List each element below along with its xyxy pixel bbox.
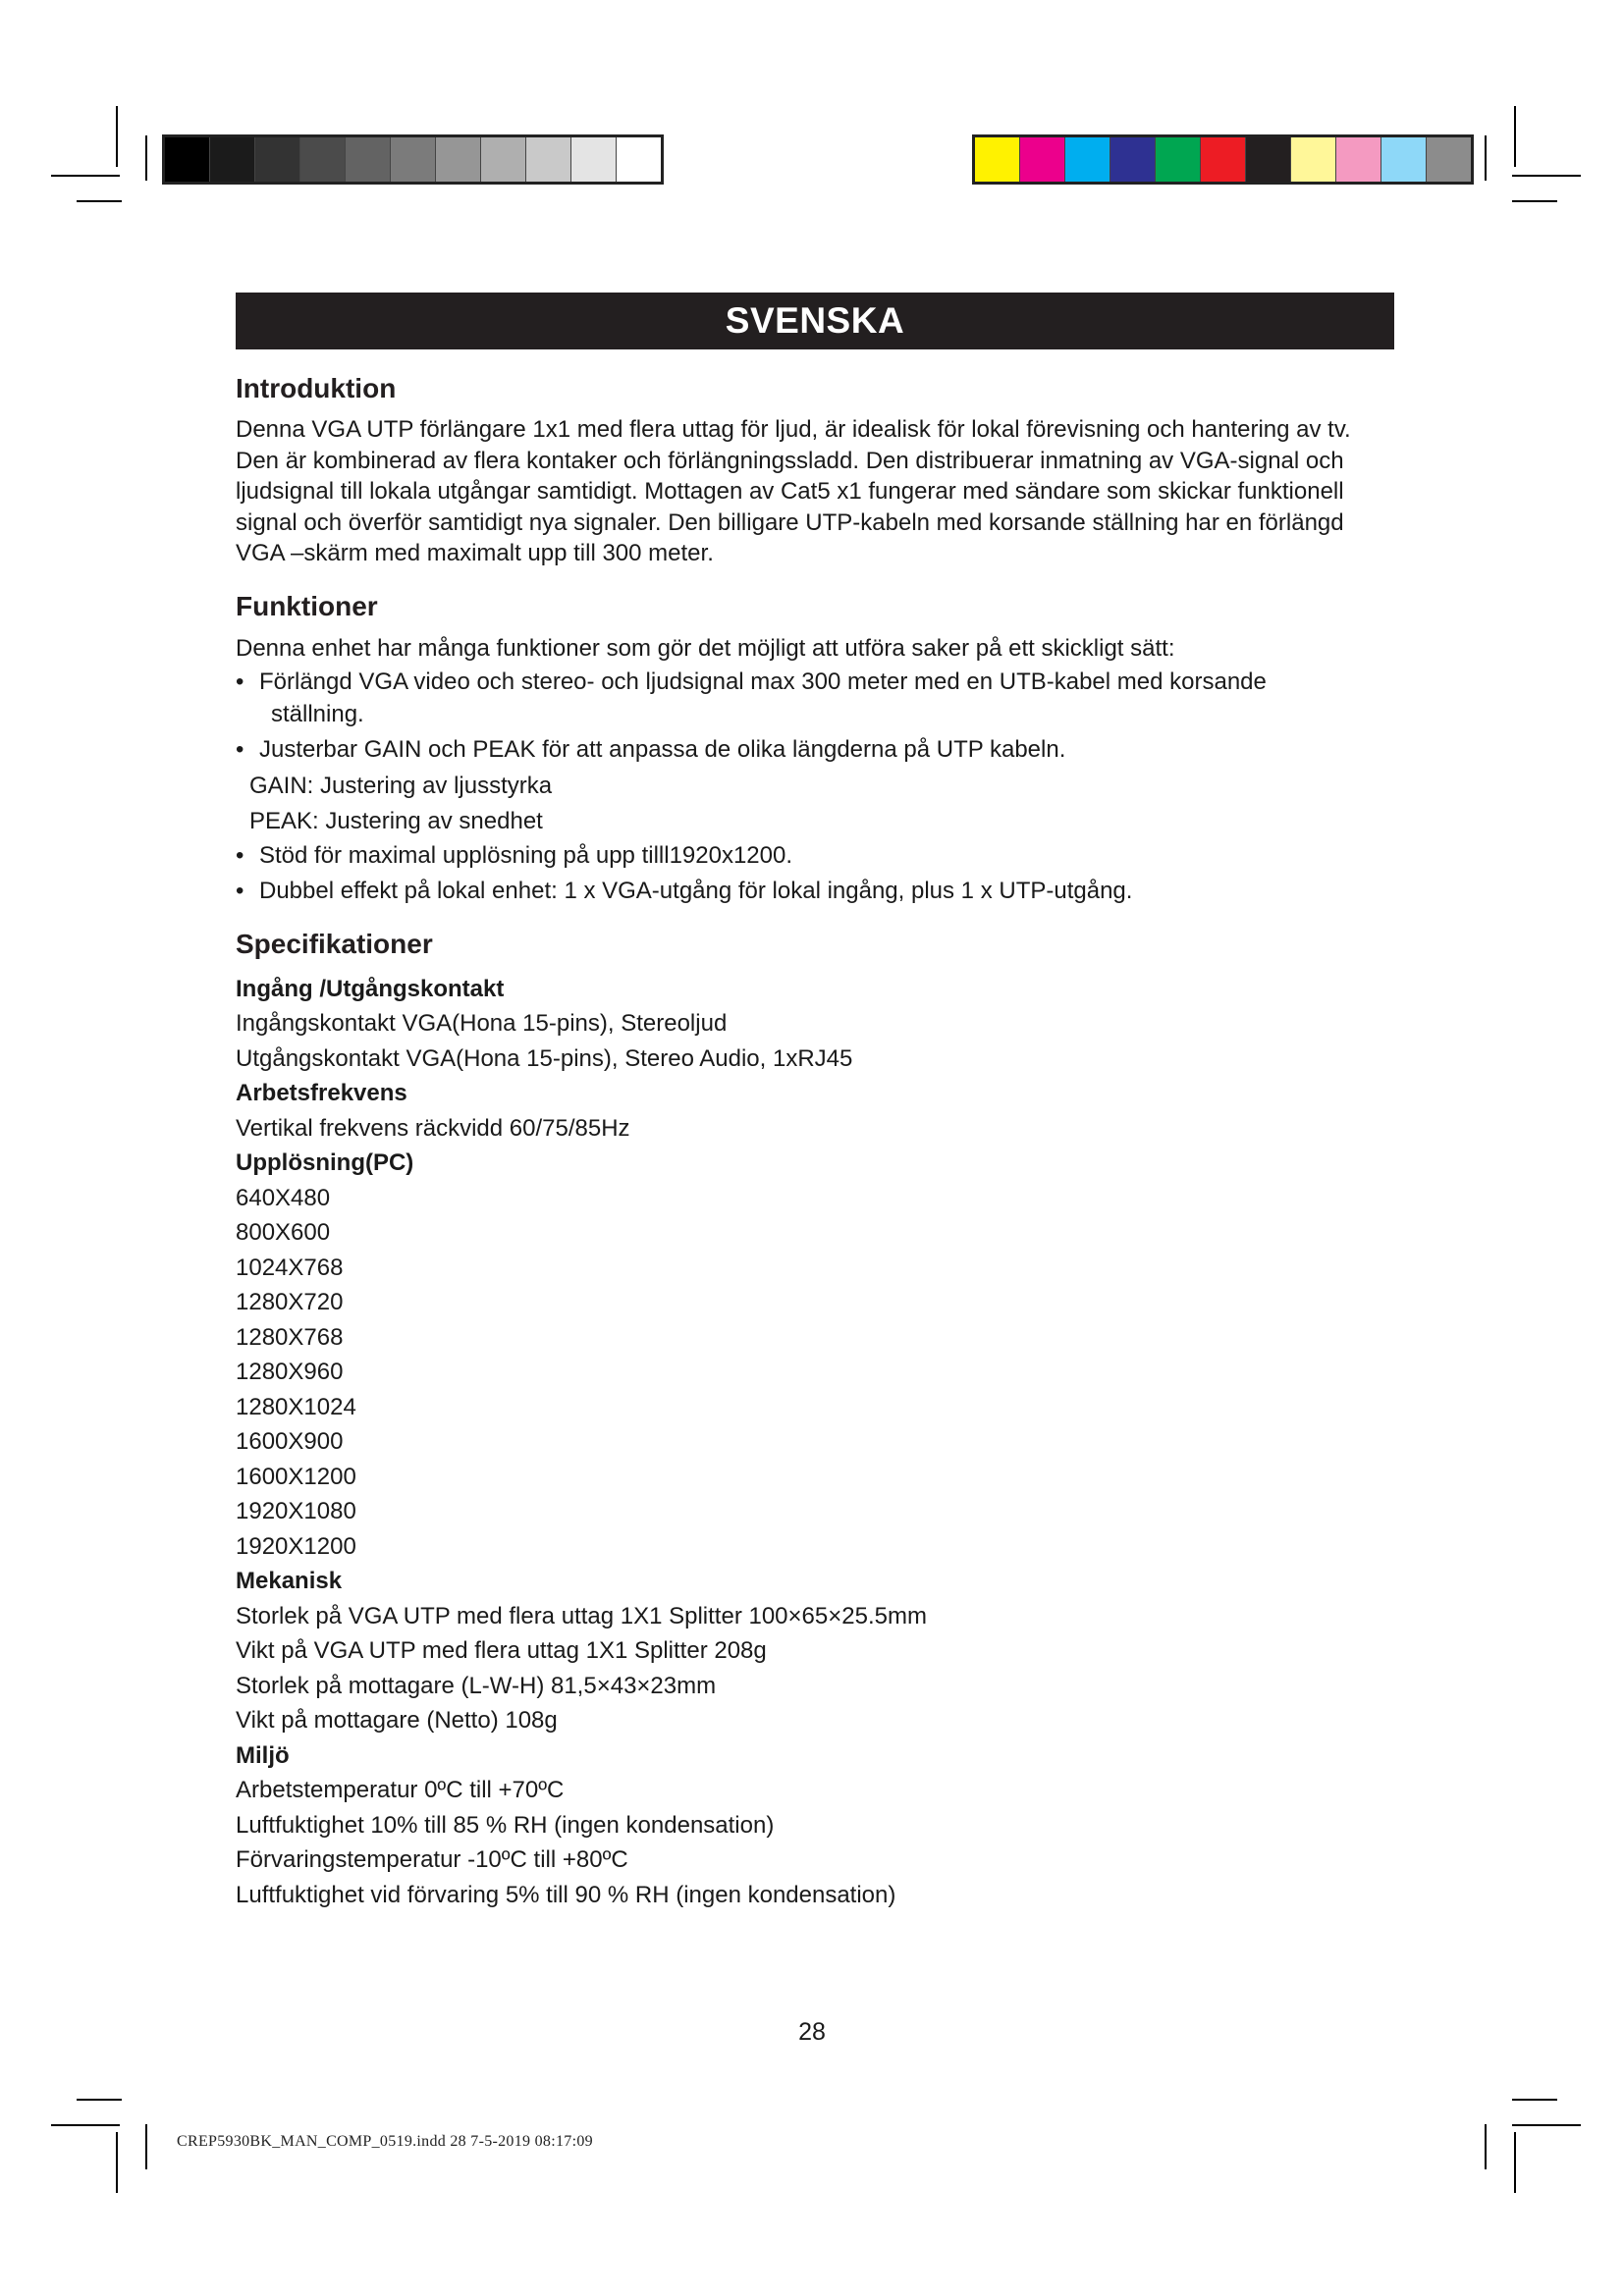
- mech-title: Mekanisk: [236, 1568, 343, 1594]
- spec-line: Utgångskontakt VGA(Hona 15-pins), Stereo Audio, 1xRJ45: [236, 1044, 853, 1072]
- bullet-text: Stöd för maximal upplösning på upp tilll1920x1200.: [259, 841, 793, 869]
- gain-note: GAIN: Justering av ljusstyrka: [249, 772, 553, 799]
- color-swatch: [526, 137, 571, 182]
- grayscale-bar: [162, 134, 664, 185]
- list-item: [236, 666, 1394, 730]
- res-title: Upplösning(PC): [236, 1149, 414, 1176]
- resolution-item: 1280X720: [236, 1289, 344, 1315]
- crop-mark: [1514, 106, 1516, 167]
- bullet-text: Förlängd VGA video och stereo- och ljudsignal max 300 meter med en UTB-kabel med korsande: [259, 667, 1267, 695]
- crop-mark: [145, 2124, 147, 2169]
- color-swatch: [165, 137, 210, 182]
- freq-title: Arbetsfrekvens: [236, 1080, 407, 1106]
- spec-line: Vikt på mottagare (Netto) 108g: [236, 1707, 558, 1734]
- spec-line: Vikt på VGA UTP med flera uttag 1X1 Splitter 208g: [236, 1637, 767, 1664]
- crop-mark: [116, 106, 118, 167]
- bullet-text: Dubbel effekt på lokal enhet: 1 x VGA-utgång för lokal ingång, plus 1 x UTP-utgång.: [259, 877, 1133, 904]
- crop-mark: [1512, 200, 1557, 202]
- crop-mark: [1512, 175, 1581, 177]
- color-swatch: [1110, 137, 1156, 182]
- resolution-item: 1600X1200: [236, 1463, 356, 1490]
- spec-line: Förvaringstemperatur -10ºC till +80ºC: [236, 1846, 628, 1873]
- spec-line: Ingångskontakt VGA(Hona 15-pins), Stereoljud: [236, 1010, 728, 1037]
- crop-mark: [51, 2124, 120, 2126]
- color-swatch: [1156, 137, 1201, 182]
- crop-mark: [1512, 2124, 1581, 2126]
- intro-text: Denna VGA UTP förlängare 1x1 med flera uttag för ljud, är idealisk för lokal förevisning och hantering av tv. Den är kombinerad av flera kontaker och förlängningssladd. Den distribuerar inmatning av VGA-signal och ljudsignal till lokala utgångar samtidigt. Mottagen av Cat5 x1 fungerar med sändare som skickar funktionell signal och överför samtidigt nya signaler. Den billigare UTP-kabeln med korsande ställning har en förlängd VGA –skärm med maximalt upp till 300 meter.: [236, 416, 1351, 566]
- color-swatch: [481, 137, 526, 182]
- crop-mark: [145, 135, 147, 181]
- footer-slug: CREP5930BK_MAN_COMP_0519.indd 28 7-5-2019 08:17:09: [177, 2133, 593, 2150]
- color-swatch: [975, 137, 1020, 182]
- main-content: [236, 373, 1394, 1912]
- language-title: SVENSKA: [725, 300, 905, 341]
- color-swatch: [210, 137, 255, 182]
- page-number: 28: [798, 2018, 826, 2046]
- peak-note: PEAK: Justering av snedhet: [249, 807, 543, 834]
- resolution-item: 1024X768: [236, 1254, 344, 1281]
- resolution-item: 1280X960: [236, 1359, 344, 1385]
- language-title-band: [236, 293, 1394, 349]
- list-item: [236, 839, 1394, 872]
- functions-list-continued: [236, 839, 1394, 907]
- color-swatch: [346, 137, 391, 182]
- bullet-text-continued: ställning.: [271, 700, 364, 727]
- specs-section: [236, 929, 1394, 1913]
- crop-mark: [1485, 2124, 1487, 2169]
- crop-mark: [116, 2132, 118, 2193]
- functions-intro: Denna enhet har många funktioner som gör det möjligt att utföra saker på ett skickligt sätt:: [236, 634, 1175, 662]
- env-title: Miljö: [236, 1741, 290, 1769]
- crop-mark: [1485, 135, 1487, 181]
- color-swatch: [617, 137, 661, 182]
- color-swatch: [1291, 137, 1336, 182]
- color-swatch: [1020, 137, 1065, 182]
- spec-line: Arbetstemperatur 0ºC till +70ºC: [236, 1777, 565, 1803]
- resolution-item: 1600X900: [236, 1428, 344, 1455]
- crop-mark: [1512, 2099, 1557, 2101]
- crop-mark: [51, 175, 120, 177]
- color-swatch: [1201, 137, 1246, 182]
- spec-line: Vertikal frekvens räckvidd 60/75/85Hz: [236, 1114, 630, 1142]
- resolution-item: 1280X768: [236, 1323, 344, 1351]
- list-item: [236, 875, 1394, 907]
- color-swatch: [436, 137, 481, 182]
- color-swatch: [1065, 137, 1110, 182]
- spec-line: Luftfuktighet vid förvaring 5% till 90 % RH (ingen kondensation): [236, 1881, 896, 1908]
- bullet-text: Justerbar GAIN och PEAK för att anpassa de olika längderna på UTP kabeln.: [259, 735, 1066, 763]
- resolution-item: 800X600: [236, 1219, 331, 1246]
- resolution-item: 640X480: [236, 1184, 331, 1211]
- crop-mark: [77, 2099, 122, 2101]
- intro-heading: Introduktion: [236, 373, 397, 403]
- intro-section: [236, 373, 1394, 569]
- color-swatch: [1427, 137, 1471, 182]
- io-title: Ingång /Utgångskontakt: [236, 975, 505, 1002]
- crop-mark: [77, 200, 122, 202]
- color-swatch: [1381, 137, 1427, 182]
- color-swatch: [1336, 137, 1381, 182]
- spec-line: Luftfuktighet 10% till 85 % RH (ingen kondensation): [236, 1811, 775, 1839]
- functions-list: [236, 666, 1394, 766]
- color-swatch: [1246, 137, 1291, 182]
- resolution-item: 1920X1080: [236, 1498, 356, 1524]
- resolution-item: 1280X1024: [236, 1393, 356, 1420]
- functions-section: [236, 591, 1394, 907]
- functions-heading: Funktioner: [236, 590, 378, 621]
- color-bar: [972, 134, 1474, 185]
- spec-line: Storlek på VGA UTP med flera uttag 1X1 Splitter 100×65×25.5mm: [236, 1602, 927, 1629]
- crop-mark: [1514, 2132, 1516, 2193]
- specs-heading: Specifikationer: [236, 928, 433, 959]
- color-swatch: [391, 137, 436, 182]
- color-swatch: [571, 137, 617, 182]
- spec-line: Storlek på mottagare (L-W-H) 81,5×43×23mm: [236, 1672, 717, 1699]
- list-item: [236, 733, 1394, 766]
- resolution-item: 1920X1200: [236, 1532, 356, 1560]
- color-swatch: [255, 137, 300, 182]
- color-swatch: [300, 137, 346, 182]
